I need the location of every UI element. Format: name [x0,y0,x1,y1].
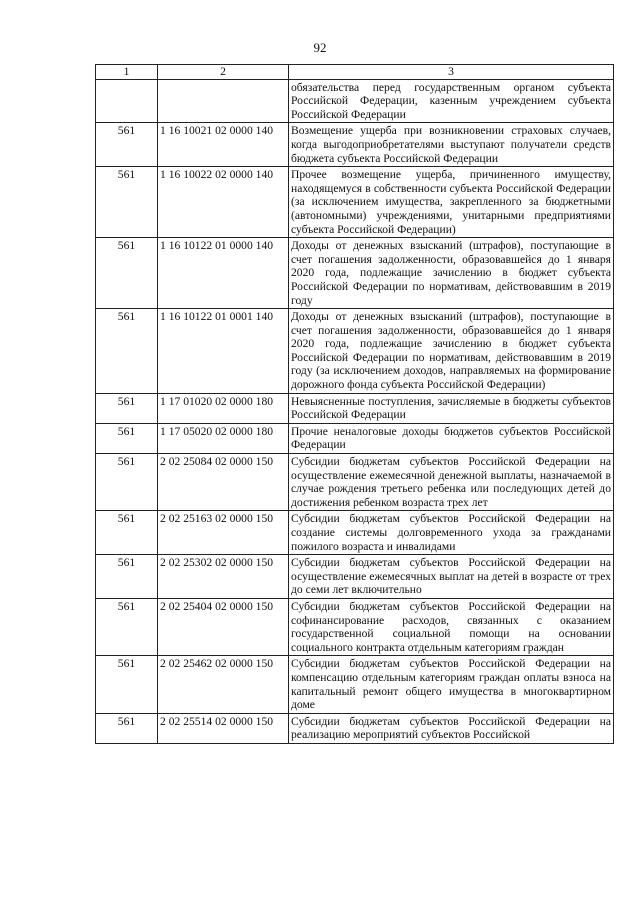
admin-code-cell: 561 [96,713,158,743]
table-row [96,167,614,238]
table-row [96,79,614,123]
admin-code-cell: 561 [96,423,158,453]
column-header: 1 [96,65,158,80]
description-cell: Прочее возмещение ущерба, причиненного имуществу, находящемуся в собственности субъекта Российской Федерации (за исключением имущества, закрепленного за бюджетными (автономными) учреждениями, унитарными предприятиями субъекта Российской Федерации) [289,167,614,238]
admin-code-cell: 561 [96,656,158,713]
table-row [96,511,614,555]
admin-code-cell: 561 [96,238,158,309]
table-row [96,598,614,655]
description-cell: Доходы от денежных взысканий (штрафов), поступающие в счет погашения задолженности, образовавшейся до 1 января 2020 года, подлежащие зачислению в бюджет субъекта Российской Федерации по нормативам, действовавшим в 2019 году [289,238,614,309]
budget-code-cell: 1 16 10021 02 0000 140 [158,123,289,167]
budget-code-cell: 2 02 25302 02 0000 150 [158,555,289,599]
table-header-row [96,65,614,80]
page-number: 92 [313,40,327,55]
budget-code-cell: 2 02 25404 02 0000 150 [158,598,289,655]
description-cell: Субсидии бюджетам субъектов Российской Федерации на осуществление ежемесячных выплат на детей в возрасте от трех до семи лет включительно [289,555,614,599]
admin-code-cell: 561 [96,511,158,555]
description-cell: Невыясненные поступления, зачисляемые в бюджеты субъектов Российской Федерации [289,393,614,423]
admin-code-cell: 561 [96,167,158,238]
description-cell: Субсидии бюджетам субъектов Российской Федерации на софинансирование расходов, связанных с оказанием государственной социальной помощи на основании социального контракта отдельным категориям граждан [289,598,614,655]
budget-code-cell [158,79,289,123]
admin-code-cell: 561 [96,123,158,167]
budget-revenue-table [95,64,614,744]
budget-code-cell: 1 17 01020 02 0000 180 [158,393,289,423]
description-cell: обязательства перед государственным органом субъекта Российской Федерации, казенным учреждением субъекта Российской Федерации [289,79,614,123]
admin-code-cell: 561 [96,393,158,423]
table-row [96,123,614,167]
description-cell: Доходы от денежных взысканий (штрафов), поступающие в счет погашения задолженности, образовавшейся до 1 января 2020 года, подлежащие зачислению в бюджет субъекта Российской Федерации по нормативам, действовавшим в 2019 году (за исключением доходов, направляемых на формирование дорожного фонда субъекта Российской Федерации) [289,309,614,394]
admin-code-cell: 561 [96,309,158,394]
table-row [96,713,614,743]
budget-code-cell: 1 17 05020 02 0000 180 [158,423,289,453]
column-header: 2 [158,65,289,80]
budget-code-cell: 1 16 10122 01 0001 140 [158,309,289,394]
description-cell: Субсидии бюджетам субъектов Российской Федерации на компенсацию отдельным категориям граждан оплаты взноса на капитальный ремонт общего имущества в многоквартирном доме [289,656,614,713]
budget-code-cell: 2 02 25462 02 0000 150 [158,656,289,713]
admin-code-cell: 561 [96,598,158,655]
table-row [96,393,614,423]
table-row [96,454,614,511]
description-cell: Прочие неналоговые доходы бюджетов субъектов Российской Федерации [289,423,614,453]
description-cell: Субсидии бюджетам субъектов Российской Федерации на реализацию мероприятий субъектов Российской [289,713,614,743]
budget-code-cell: 1 16 10122 01 0000 140 [158,238,289,309]
column-header: 3 [289,65,614,80]
table-row [96,423,614,453]
table-row [96,555,614,599]
admin-code-cell [96,79,158,123]
budget-code-cell: 1 16 10022 02 0000 140 [158,167,289,238]
table-row [96,238,614,309]
budget-code-cell: 2 02 25514 02 0000 150 [158,713,289,743]
table-row [96,656,614,713]
budget-code-cell: 2 02 25163 02 0000 150 [158,511,289,555]
description-cell: Субсидии бюджетам субъектов Российской Федерации на создание системы долговременного ухода за гражданами пожилого возраста и инвалидами [289,511,614,555]
budget-code-cell: 2 02 25084 02 0000 150 [158,454,289,511]
admin-code-cell: 561 [96,555,158,599]
table-row [96,309,614,394]
description-cell: Субсидии бюджетам субъектов Российской Федерации на осуществление ежемесячной денежной выплаты, назначаемой в случае рождения третьего ребенка или последующих детей до достижения ребенком возраста трех лет [289,454,614,511]
admin-code-cell: 561 [96,454,158,511]
description-cell: Возмещение ущерба при возникновении страховых случаев, когда выгодоприобретателями выступают получатели средств бюджета субъекта Российской Федерации [289,123,614,167]
